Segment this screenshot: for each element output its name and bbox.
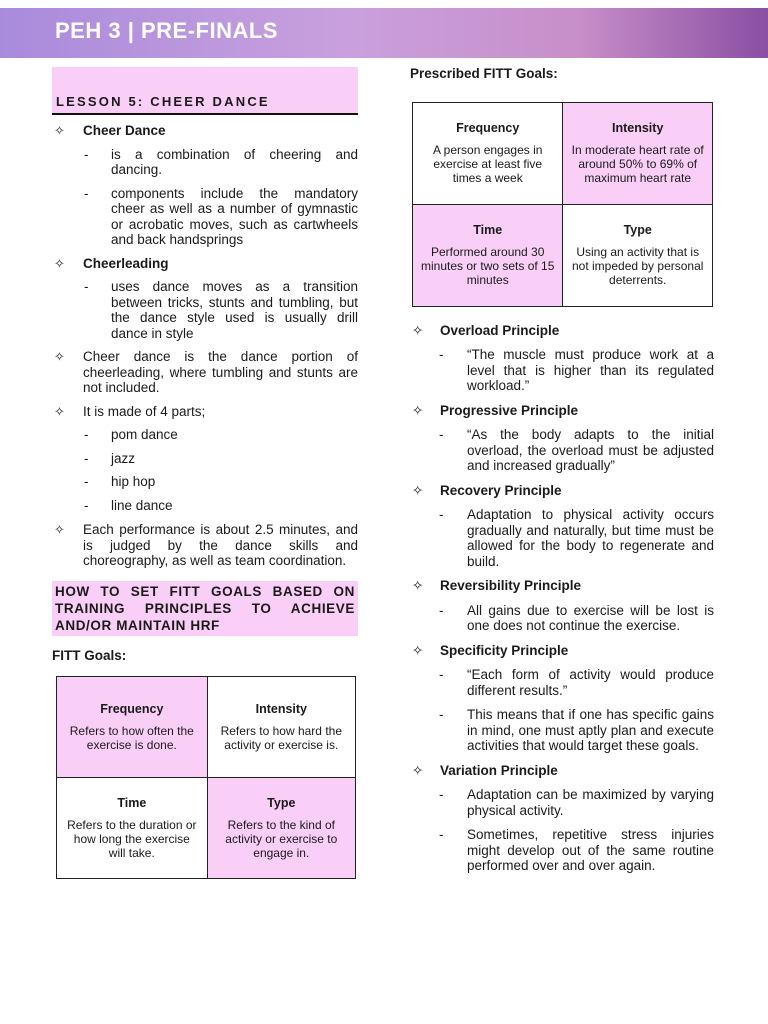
prescribed-frequency-cell: Frequency A person engages in exercise at least five times a week (413, 102, 563, 204)
right-column (410, 66, 714, 874)
dash-marker: - (84, 146, 89, 162)
bullet-cheerleading (52, 256, 358, 272)
principle-point: - Sometimes, repetitive stress injuries might develop out of the same routine performed over and over again. (439, 827, 714, 873)
sparkle-bullet-icon: ✧ (412, 642, 424, 658)
sparkle-bullet-icon: ✧ (54, 349, 65, 364)
prescribed-time-cell: Time Performed around 30 minutes or two sets of 15 minutes (413, 204, 563, 306)
dash-marker: - (439, 787, 444, 802)
dash-marker: - (84, 474, 89, 489)
lesson-title: LESSON 5: CHEER DANCE (56, 93, 270, 109)
sparkle-bullet-icon: ✧ (412, 762, 424, 778)
specificity-principle-title: ✧ Specificity Principle (412, 642, 569, 658)
sparkle-bullet-icon: ✧ (412, 322, 424, 338)
left-column (52, 67, 358, 879)
cheer-dance-title: Cheer Dance (83, 123, 166, 138)
fitt-time-cell: Time Refers to the duration or how long the exercise will take. (57, 778, 208, 879)
prescribed-fitt-label: Prescribed FITT Goals: (410, 66, 558, 81)
variation-principle-title: ✧ Variation Principle (412, 762, 558, 778)
dash-marker: - (84, 279, 89, 294)
sparkle-bullet-icon: ✧ (54, 123, 65, 138)
prescribed-fitt-table (412, 102, 713, 307)
principle-point: - Adaptation to physical activity occurs gradually and naturally, but time must be allowed for the body to regenerate and build. (439, 507, 714, 569)
bullet-cheer-dance (52, 123, 358, 139)
bullet-performance: ✧ Each performance is about 2.5 minutes, and is judged by the dance skills and choreography, as well as team coordination. (54, 522, 358, 568)
progressive-principle-title: ✧ Progressive Principle (412, 402, 579, 418)
sparkle-bullet-icon: ✧ (412, 402, 424, 418)
recovery-principle-title: ✧ Recovery Principle (412, 482, 562, 498)
sparkle-bullet-icon: ✧ (54, 522, 65, 537)
part-item: - hip hop (84, 474, 156, 489)
cheerleading-title: Cheerleading (83, 255, 169, 271)
cheer-dance-point: - components include the mandatory cheer as well as a number of gymnastic or acrobatic moves, such as cartwheels and back handsprings (84, 185, 358, 247)
dash-marker: - (439, 707, 444, 722)
fitt-goals-label: FITT Goals: (52, 647, 127, 663)
prescribed-type-cell: Type Using an activity that is not impeded by personal deterrents. (563, 204, 713, 306)
dash-marker: - (84, 427, 89, 442)
part-item: - jazz (84, 450, 136, 466)
sparkle-bullet-icon: ✧ (54, 403, 65, 419)
cheerleading-point: - uses dance moves as a transition between tricks, stunts and tumbling, but the dance style used is usually drill dance in style (84, 279, 358, 341)
fitt-frequency-cell: Frequency Refers to how often the exercise is done. (57, 677, 208, 778)
prescribed-intensity-cell: Intensity In moderate heart rate of around 50% to 69% of maximum heart rate (563, 102, 713, 204)
principle-point: - This means that if one has specific gains in mind, one must aptly plan and execute activities that would target these goals. (439, 707, 714, 753)
fitt-intensity-cell: Intensity Refers to how hard the activity or exercise is. (207, 677, 355, 778)
dash-marker: - (84, 497, 89, 513)
fitt-section-heading: HOW TO SET FITT GOALS BASED ON TRAINING PRINCIPLES TO ACHIEVE AND/OR MAINTAIN HRF (52, 581, 358, 636)
dash-marker: - (439, 827, 444, 842)
page-title: PEH 3 | PRE-FINALS (55, 18, 278, 43)
page-header (0, 8, 768, 58)
dash-marker: - (439, 427, 444, 442)
sparkle-bullet-icon: ✧ (412, 578, 424, 593)
principle-point: - “Each form of activity would produce different results.” (439, 667, 714, 698)
principle-point: - All gains due to exercise will be lost is one does not continue the exercise. (439, 602, 714, 633)
lesson-title-box (52, 67, 358, 115)
bullet-parts: ✧ It is made of 4 parts; (54, 403, 206, 419)
dash-marker: - (439, 507, 444, 522)
dash-marker: - (439, 602, 444, 618)
dash-marker: - (84, 185, 89, 201)
fitt-type-cell: Type Refers to the kind of activity or exercise to engage in. (207, 778, 355, 879)
dash-marker: - (439, 667, 444, 682)
dash-marker: - (439, 347, 444, 362)
bullet-cheer-dance-portion: ✧ Cheer dance is the dance portion of cheerleading, where tumbling and stunts are not included. (54, 349, 358, 395)
principle-point: - Adaptation can be maximized by varying physical activity. (439, 787, 714, 818)
principle-point: - “The muscle must produce work at a level that is higher than its regulated workload.” (439, 347, 714, 393)
fitt-goals-table (56, 676, 356, 879)
sparkle-bullet-icon: ✧ (54, 255, 65, 271)
cheer-dance-point: - is a combination of cheering and dancing. (84, 146, 358, 177)
principle-point: - “As the body adapts to the initial overload, the overload must be adjusted and increased gradually” (439, 427, 714, 473)
overload-principle-title: ✧ Overload Principle (412, 322, 560, 338)
reversibility-principle-title: ✧ Reversibility Principle (412, 578, 582, 593)
dash-marker: - (84, 450, 89, 466)
part-item: - line dance (84, 497, 173, 513)
part-item: - pom dance (84, 427, 178, 442)
sparkle-bullet-icon: ✧ (412, 482, 424, 498)
